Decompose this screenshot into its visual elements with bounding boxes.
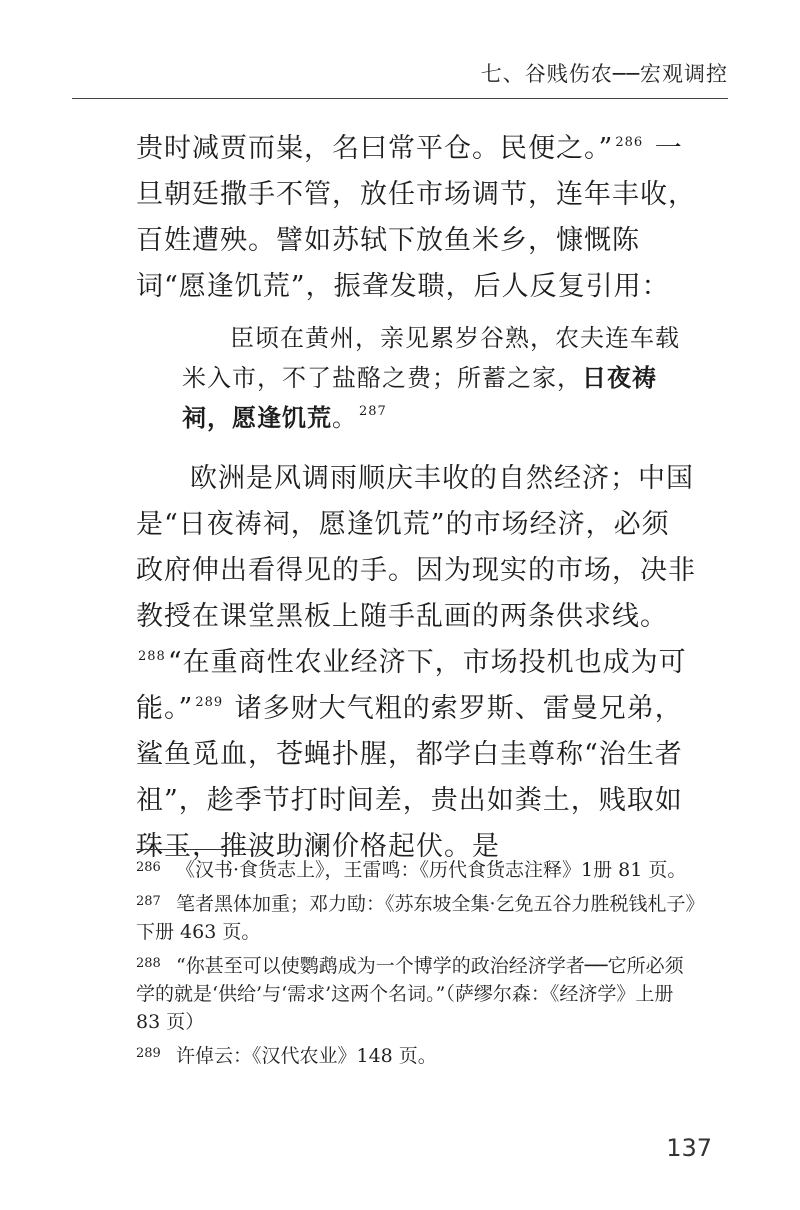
footnotes <box>136 856 696 1076</box>
footnote-287 <box>136 890 696 946</box>
footnote-text: 《汉书·食货志上》，王雷鸣：《历代食货志注释》1册 81 页。 <box>176 859 687 881</box>
quote-text-b: 。 <box>332 404 357 432</box>
block-quote <box>182 318 696 438</box>
paragraph-2-text-a: 欧洲是风调雨顺庆丰收的自然经济；中国是“日夜祷祠，愿逢饥荒”的市场经济，必须政府伸出看得见的手。因为现实的市场，决非教授在课堂黑板上随手乱画的两条供求线。 <box>136 463 696 632</box>
paragraph-2-text-c: 诸多财大气粗的索罗斯、雷曼兄弟，鲨鱼觅血，苍蝇扑腥，都学白圭尊称“治生者祖”，趁季节打时间差，贵出如粪土，贱取如珠玉，推波助澜价格起伏。是 <box>136 693 683 862</box>
quote-text-a: 臣顷在黄州，亲见累岁谷熟，农夫连车载米入市，不了盐酪之费；所蓄之家， <box>182 324 680 392</box>
footnote-text: 许倬云：《汉代农业》148 页。 <box>176 1045 437 1067</box>
footnote-text: “你甚至可以使鹦鹉成为一个博学的政治经济学者──它所必须学的就是‘供给’与‘需求’这两个名词。”（萨缪尔森：《经济学》上册 83 页） <box>136 955 684 1033</box>
footnote-289 <box>136 1042 696 1070</box>
footnote-ref-289[interactable]: 289 <box>195 695 224 710</box>
paragraph-2-text-b: “在重商性农业经济下，市场投机也成为可能。” <box>136 647 687 724</box>
paragraph-2 <box>136 456 696 870</box>
page-number: 137 <box>666 1134 712 1162</box>
footnote-number: 289 <box>136 1046 161 1061</box>
header-rule <box>72 98 728 99</box>
footnote-rule <box>136 849 266 850</box>
footnote-number: 287 <box>136 894 161 909</box>
footnote-text: 笔者黑体加重；邓力劻：《苏东坡全集·乞免五谷力胜税钱札子》下册 463 页。 <box>136 893 696 943</box>
quote-bold-text: 日夜祷祠，愿逢饥荒 <box>182 364 657 432</box>
running-head: 七、谷贱伤农──宏观调控 <box>480 62 728 86</box>
footnote-ref-288[interactable]: 288 <box>138 649 166 664</box>
paragraph-1 <box>136 126 696 310</box>
footnote-ref-286[interactable]: 286 <box>615 135 644 150</box>
footnote-286 <box>136 856 696 884</box>
footnote-number: 288 <box>136 956 161 971</box>
footnote-288 <box>136 952 696 1036</box>
footnote-number: 286 <box>136 860 161 875</box>
footnote-ref-287[interactable]: 287 <box>359 404 387 419</box>
paragraph-1-text-b: 一旦朝廷撒手不管，放任市场调节，连年丰收，百姓遭殃。譬如苏轼下放鱼米乡，慷慨陈词“愿逢饥荒”，振聋发聩，后人反复引用： <box>136 133 696 302</box>
paragraph-1-text-a: 贵时减贾而粜，名曰常平仓。民便之。” <box>136 133 614 164</box>
